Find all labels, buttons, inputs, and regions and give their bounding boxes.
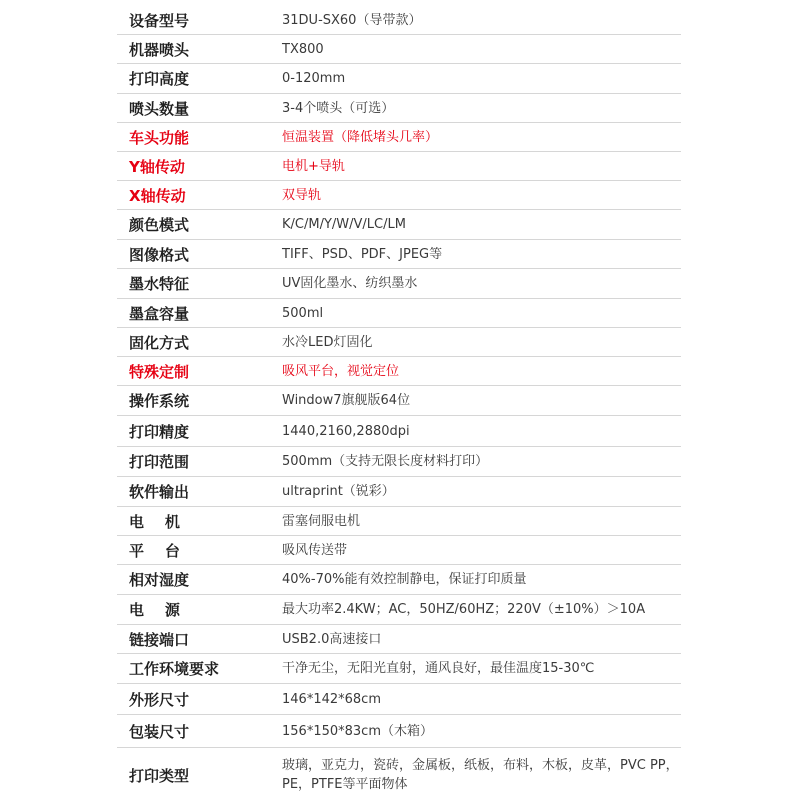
spec-table <box>117 6 681 802</box>
spec-label: 链接端口 <box>129 630 190 649</box>
spec-label: 颜色模式 <box>129 216 190 234</box>
spec-value: 水冷LED灯固化 <box>282 334 373 350</box>
spec-label: 墨盒容量 <box>129 304 190 323</box>
spec-value: 干净无尘，无阳光直射，通风良好，最佳温度15-30℃ <box>282 661 595 676</box>
spec-value: 玻璃，亚克力，瓷砖，金属板，纸板，布料，木板，皮革，PVC PP，PE，PTFE等平面物体 <box>282 758 679 792</box>
spec-value: 电机+导轨 <box>282 158 345 174</box>
spec-value: Window7旗舰版64位 <box>282 393 411 408</box>
spec-row <box>117 625 681 654</box>
spec-label: 打印范围 <box>129 453 190 471</box>
spec-label: Y轴传动 <box>129 157 185 176</box>
spec-label: 相对湿度 <box>129 571 190 589</box>
spec-label: 打印精度 <box>129 422 190 441</box>
spec-row <box>117 123 681 152</box>
spec-value: 146*142*68cm <box>282 691 381 707</box>
spec-row <box>117 715 681 748</box>
spec-label: 打印类型 <box>129 766 190 785</box>
spec-row <box>117 565 681 595</box>
spec-value: 吸风平台，视觉定位 <box>282 363 400 379</box>
spec-row <box>117 328 681 357</box>
spec-label: 打印高度 <box>129 70 190 88</box>
spec-row <box>117 210 681 240</box>
spec-row <box>117 6 681 35</box>
spec-label: 工作环境要求 <box>129 660 220 678</box>
spec-value: ultraprint（锐彩） <box>282 484 395 499</box>
spec-row <box>117 269 681 299</box>
spec-row <box>117 357 681 386</box>
spec-label: X轴传动 <box>129 186 186 205</box>
spec-value: 1440,2160,2880dpi <box>282 423 410 439</box>
spec-value: UV固化墨水、纺织墨水 <box>282 276 418 291</box>
spec-value: 156*150*83cm（木箱） <box>282 723 433 739</box>
spec-label: 墨水特征 <box>129 275 190 293</box>
spec-label: 电 机 <box>129 512 180 531</box>
spec-value: 3-4个喷头（可选） <box>282 100 395 116</box>
spec-row <box>117 595 681 625</box>
spec-row <box>117 654 681 684</box>
spec-label: 操作系统 <box>129 392 190 410</box>
spec-row <box>117 181 681 210</box>
spec-value: 31DU-SX60（导带款） <box>282 12 422 28</box>
spec-label: 设备型号 <box>129 11 190 30</box>
spec-value: 雷塞伺服电机 <box>282 513 361 529</box>
spec-label: 平 台 <box>129 541 180 560</box>
spec-row <box>117 64 681 94</box>
spec-value: USB2.0高速接口 <box>282 631 382 647</box>
spec-value: 恒温装置（降低堵头几率） <box>282 129 439 145</box>
spec-row <box>117 152 681 181</box>
spec-row <box>117 477 681 507</box>
spec-row <box>117 240 681 269</box>
spec-row <box>117 684 681 715</box>
spec-value: 吸风传送带 <box>282 542 348 558</box>
spec-row <box>117 299 681 328</box>
spec-row <box>117 536 681 565</box>
spec-label: 固化方式 <box>129 333 190 352</box>
spec-value: 最大功率2.4KW；AC，50HZ/60HZ；220V（±10%）＞10A <box>282 602 646 617</box>
spec-label: 电 源 <box>129 601 180 619</box>
spec-label: 特殊定制 <box>129 362 190 381</box>
spec-value: 0-120mm <box>282 71 346 86</box>
spec-row <box>117 748 681 802</box>
spec-label: 车头功能 <box>129 128 190 147</box>
spec-label: 软件输出 <box>129 483 190 501</box>
spec-label: 包装尺寸 <box>129 722 190 741</box>
spec-value: 双导轨 <box>282 187 322 203</box>
spec-row <box>117 447 681 477</box>
spec-value: 500mm（支持无限长度材料打印） <box>282 454 489 469</box>
spec-label: 喷头数量 <box>129 99 190 118</box>
spec-value: 40%-70%能有效控制静电，保证打印质量 <box>282 572 527 587</box>
spec-label: 机器喷头 <box>129 40 190 59</box>
spec-row <box>117 94 681 123</box>
spec-value: 500ml <box>282 305 324 321</box>
spec-label: 外形尺寸 <box>129 690 190 709</box>
spec-row <box>117 507 681 536</box>
spec-row <box>117 416 681 447</box>
spec-value: TIFF、PSD、PDF、JPEG等 <box>282 246 443 262</box>
spec-label: 图像格式 <box>129 245 190 264</box>
spec-row <box>117 35 681 64</box>
spec-value: K/C/M/Y/W/V/LC/LM <box>282 217 406 232</box>
spec-row <box>117 386 681 416</box>
spec-value: TX800 <box>282 41 324 57</box>
